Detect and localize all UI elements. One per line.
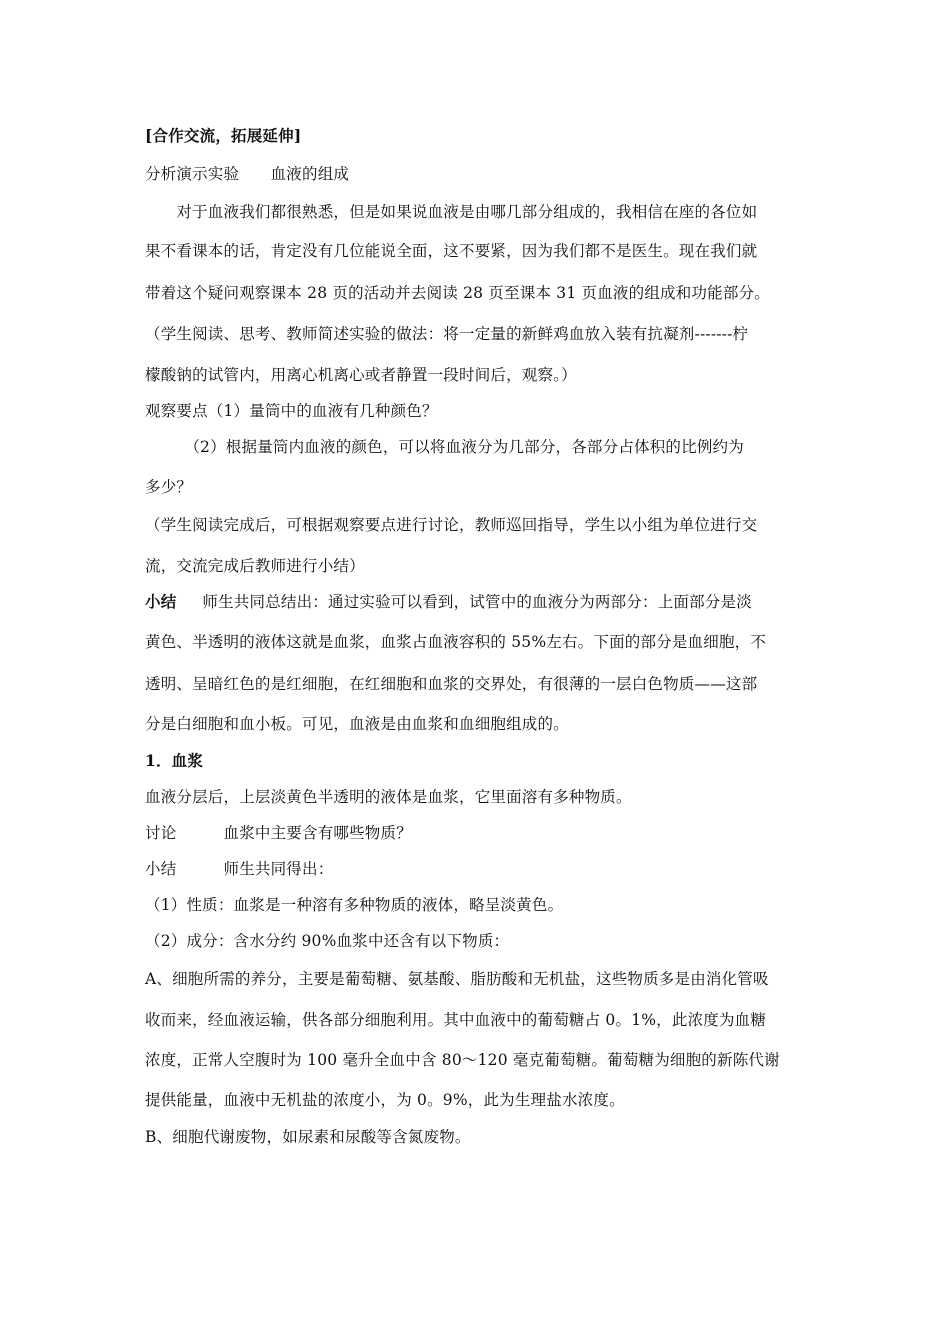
paragraph-line: 透明、呈暗红色的是红细胞，在红细胞和血浆的交界处，有很薄的一层白色物质——这部 <box>145 675 758 693</box>
summary-label: 小结 <box>145 592 177 611</box>
paragraph-line: 提供能量，血液中无机盐的浓度小，为 0。9%，此为生理盐水浓度。 <box>145 1091 625 1109</box>
paragraph-line: A、细胞所需的养分，主要是葡萄糖、氨基酸、脂肪酸和无机盐，这些物质多是由消化管吸 <box>145 970 769 988</box>
paragraph-line: B、细胞代谢废物，如尿素和尿酸等含氮废物。 <box>145 1128 471 1146</box>
discussion-line: 讨论 血浆中主要含有哪些物质？ <box>145 824 412 842</box>
summary-text: 师生共同总结出：通过实验可以看到，试管中的血液分为两部分：上面部分是淡 <box>202 593 752 611</box>
paragraph-line: 黄色、半透明的液体这就是血浆，血浆占血液容积的 55%左右。下面的部分是血细胞，不 <box>145 633 767 651</box>
experiment-title: 分析演示实验 血液的组成 <box>145 165 350 183</box>
paragraph-line: （学生阅读完成后，可根据观察要点进行讨论，教师巡回指导，学生以小组为单位进行交 <box>145 516 758 534</box>
paragraph-line: 血液分层后，上层淡黄色半透明的液体是血浆，它里面溶有多种物质。 <box>145 788 632 806</box>
property-line: （1）性质：血浆是一种溶有多种物质的液体，略呈淡黄色。 <box>145 896 564 914</box>
observation-point: （2）根据量筒内血液的颜色，可以将血液分为几部分，各部分占体积的比例约为 <box>145 438 744 456</box>
paragraph-line: 果不看课本的话，肯定没有几位能说全面，这不要紧，因为我们都不是医生。现在我们就 <box>145 242 758 260</box>
section-heading: [合作交流，拓展延伸] <box>145 126 302 145</box>
paragraph-line: 多少？ <box>145 478 193 496</box>
composition-line: （2）成分：含水分约 90%血浆中还含有以下物质： <box>145 932 510 950</box>
summary-line: 小结 师生共同得出： <box>145 860 334 878</box>
paragraph-line: 浓度，正常人空腹时为 100 毫升全血中含 80～120 毫克葡萄糖。葡萄糖为细胞的新陈代谢 <box>145 1051 780 1069</box>
paragraph-line: 对于血液我们都很熟悉，但是如果说血液是由哪几部分组成的，我相信在座的各位如 <box>145 203 758 221</box>
paragraph-line: 收而来，经血液运输，供各部分细胞利用。其中血液中的葡萄糖占 0。1%，此浓度为血糖 <box>145 1011 767 1029</box>
plasma-heading: 1．血浆 <box>145 751 204 770</box>
paragraph-line: 檬酸钠的试管内，用离心机离心或者静置一段时间后，观察。） <box>145 366 577 384</box>
summary-line <box>145 592 752 612</box>
paragraph-line: 带着这个疑问观察课本 28 页的活动并去阅读 28 页至课本 31 页血液的组成和功能部分。 <box>145 284 770 302</box>
paragraph-line: 分是白细胞和血小板。可见，血液是由血浆和血细胞组成的。 <box>145 715 569 733</box>
paragraph-line: 流，交流完成后教师进行小结） <box>145 557 365 575</box>
observation-point: 观察要点（1）量筒中的血液有几种颜色？ <box>145 402 438 420</box>
paragraph-line: （学生阅读、思考、教师简述实验的做法：将一定量的新鲜鸡血放入装有抗凝剂-------柠 <box>145 325 749 343</box>
